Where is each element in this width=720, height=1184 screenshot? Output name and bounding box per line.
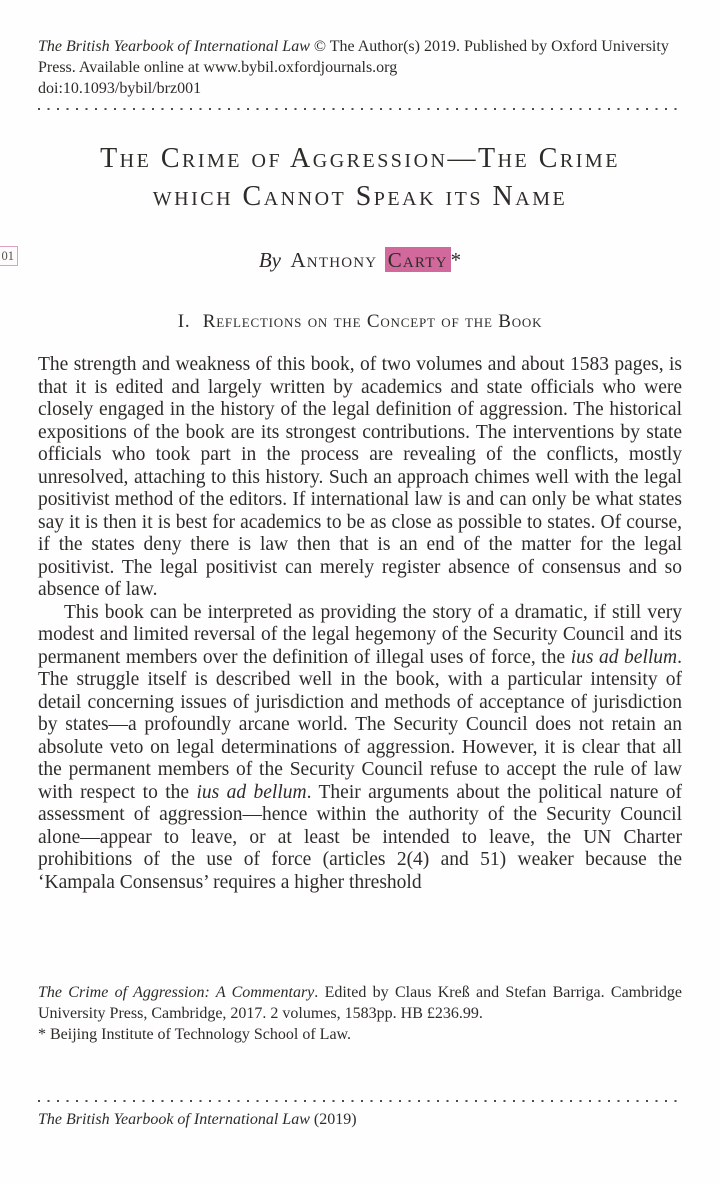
- footer-journal-line: The British Yearbook of International Law (2019): [38, 1111, 357, 1129]
- title-line-2: which Cannot Speak its Name: [152, 181, 568, 213]
- paragraph-2: This book can be interpreted as providing the story of a dramatic, if still very modest and limited reversal of the legal hegemony of the Security Council and its permanent members over the definition of illegal uses of force, the ius ad bellum. The struggle itself is described well in the book, with a particular intensity of detail concerning issues of jurisdiction and methods of acceptance of jurisdiction by states—a profoundly arcane world. The Security Council does not retain an absolute veto on legal determinations of aggression. However, it is clear that all the permanent members of the Security Council refuse to accept the rule of law with respect to the ius ad bellum. Their arguments about the political nature of assessment of aggression—hence within the authority of the Security Council alone—appear to leave, or at least be intended to leave, the UN Charter prohibitions of the use of force (articles 2(4) and 51) weaker because the ‘Kampala Consensus’ requires a higher threshold: [38, 601, 682, 893]
- masthead-availability-line: Press. Available online at www.bybil.oxfordjournals.org: [38, 59, 398, 76]
- section-title: Reflections on the Concept of the Book: [202, 311, 543, 333]
- title-line-1: The Crime of Aggression—The Crime: [100, 143, 620, 175]
- masthead-copyright-line: The British Yearbook of International Law © The Author(s) 2019. Published by Oxford University: [38, 38, 669, 55]
- section-heading: [38, 310, 682, 334]
- masthead: [38, 36, 682, 99]
- top-dotted-divider: [38, 108, 682, 110]
- page-footer: [38, 1100, 682, 1130]
- citation-link-box[interactable]: 01: [0, 246, 18, 266]
- byline-by-label: By: [258, 248, 281, 273]
- author-footnote-marker: *: [450, 248, 462, 273]
- footer-dotted-divider: [38, 1100, 682, 1102]
- footnote-book-citation: The Crime of Aggression: A Commentary. Edited by Claus Kreß and Stefan Barriga. Cambridge University Press, Cambridge, 2017. 2 volumes, 1583pp. HB £236.99.: [38, 984, 682, 1022]
- footnotes: [38, 982, 682, 1045]
- footnote-author-affiliation: * Beijing Institute of Technology School of Law.: [38, 1026, 352, 1043]
- article-body: [38, 354, 682, 894]
- article-title: [38, 140, 682, 216]
- byline: [38, 248, 682, 272]
- paragraph-1: The strength and weakness of this book, of two volumes and about 1583 pages, is that it is edited and largely written by academics and state officials who were closely engaged in the history of the legal definition of aggression. The historical expositions of the book are its strongest contributions. The interventions by state officials who took part in the process are revealing of the conflicts, mostly unresolved, attaching to this history. Such an approach chimes well with the legal positivist method of the editors. If international law is and can only be what states say it is then it is best for academics to be as close as possible to states. Of course, if the states deny there is law then that is an end of the matter for the legal positivist. The legal positivist can merely register absence of consensus and so absence of law.: [38, 354, 682, 601]
- author-surname-highlight: Carty: [385, 247, 451, 272]
- section-numeral: I.: [177, 311, 191, 333]
- author-first-name: Anthony: [290, 248, 378, 273]
- doi-line: doi:10.1093/bybil/brz001: [38, 80, 202, 97]
